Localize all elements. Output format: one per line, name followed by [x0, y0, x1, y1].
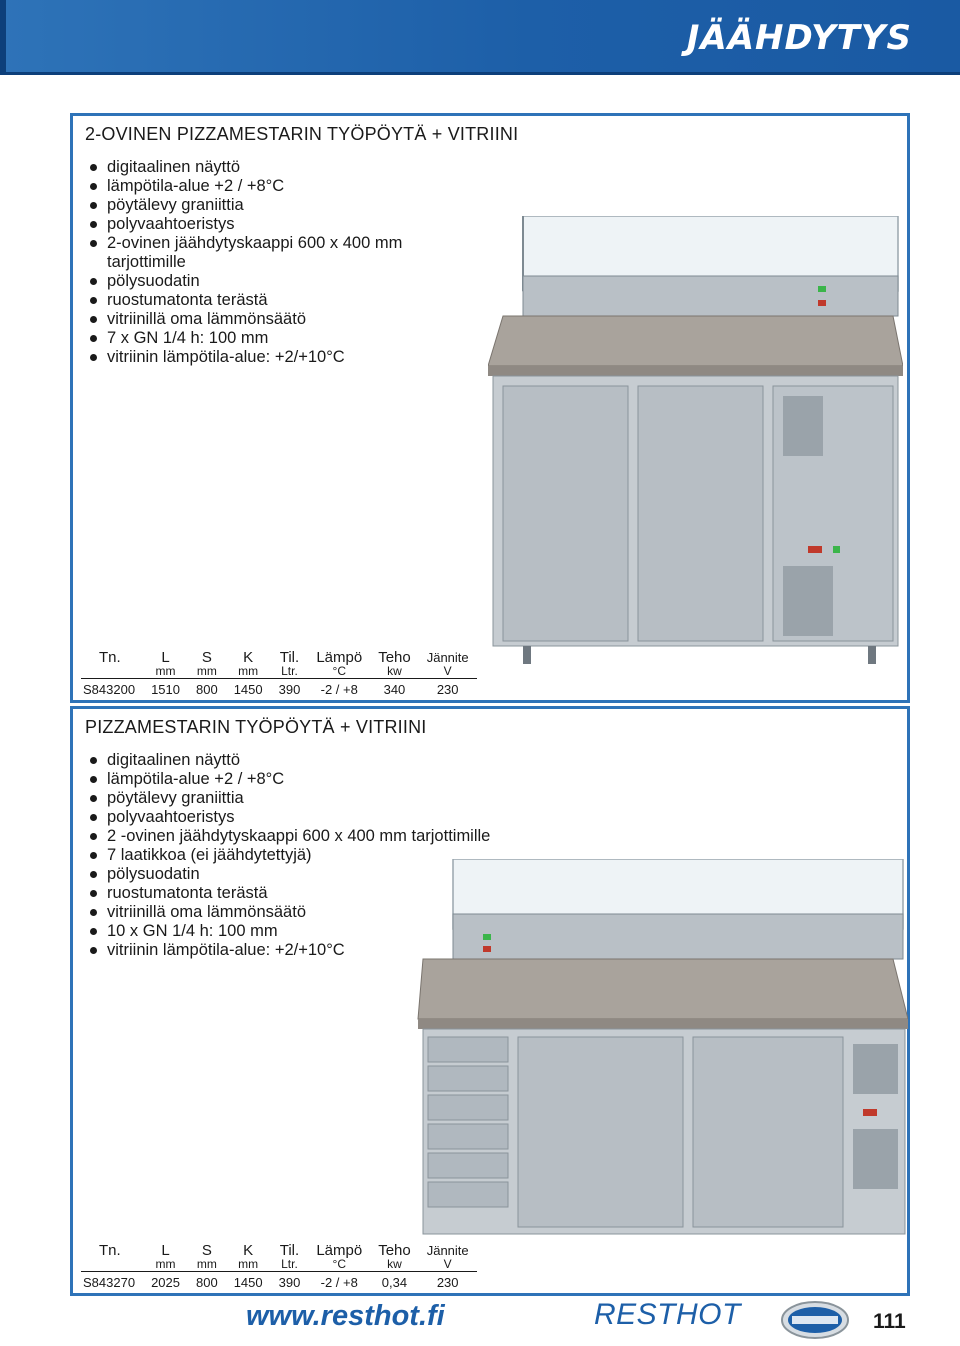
spec-header: S	[201, 649, 212, 666]
spec-header: Teho	[378, 649, 411, 666]
spec-unit: mm	[238, 1257, 259, 1271]
feature-item: vitriinin lämpötila-alue: +2/+10°C	[85, 348, 465, 367]
feature-item: pölysuodatin	[85, 865, 555, 884]
spec-unit: V	[443, 664, 452, 678]
feature-item: 10 x GN 1/4 h: 100 mm	[85, 922, 555, 941]
feature-item: 7 laatikkoa (ei jäähdytettyjä)	[85, 846, 555, 865]
header-accent-strip	[0, 0, 6, 72]
spec-unit: V	[443, 1257, 452, 1271]
footer-brand: RESTHOT	[594, 1298, 741, 1331]
spec-value: 340	[370, 679, 419, 698]
spec-unit: Ltr.	[281, 1257, 298, 1271]
feature-item: vitriinillä oma lämmönsäätö	[85, 903, 555, 922]
feature-item: 2 -ovinen jäähdytyskaappi 600 x 400 mm tarjottimille	[85, 827, 555, 846]
spec-value: 800	[188, 679, 226, 698]
spec-value: 1450	[226, 679, 271, 698]
spec-header: L	[161, 649, 170, 666]
spec-value: 230	[419, 1272, 477, 1291]
spec-unit: °C	[332, 664, 346, 678]
spec-unit	[81, 1258, 143, 1272]
spec-unit: °C	[332, 1257, 346, 1271]
spec-value: 1510	[143, 679, 188, 698]
resthot-logo-icon	[780, 1300, 850, 1340]
feature-item: polyvaahtoeristys	[85, 808, 555, 827]
spec-value: -2 / +8	[308, 679, 370, 698]
spec-value: -2 / +8	[308, 1272, 370, 1291]
spec-header: K	[243, 1242, 254, 1259]
feature-item: digitaalinen näyttö	[85, 751, 555, 770]
spec-value: 390	[271, 679, 309, 698]
feature-item: digitaalinen näyttö	[85, 158, 465, 177]
page-number: 111	[873, 1310, 906, 1333]
page-header	[0, 0, 960, 75]
spec-header: K	[243, 649, 254, 666]
product-card-2	[70, 706, 910, 1296]
spec-header: Teho	[378, 1242, 411, 1259]
feature-item: pöytälevy graniittia	[85, 196, 465, 215]
feature-item: vitriinin lämpötila-alue: +2/+10°C	[85, 941, 555, 960]
feature-item: vitriinillä oma lämmönsäätö	[85, 310, 465, 329]
spec-unit: kw	[387, 1257, 402, 1271]
product-title: PIZZAMESTARIN TYÖPÖYTÄ + VITRIINI	[85, 717, 427, 737]
spec-unit: mm	[238, 664, 259, 678]
feature-item: lämpötila-alue +2 / +8°C	[85, 177, 465, 196]
product-title: 2-OVINEN PIZZAMESTARIN TYÖPÖYTÄ + VITRIINI	[85, 124, 519, 144]
spec-header: Tn.	[99, 649, 121, 666]
spec-header: Til.	[279, 649, 300, 666]
spec-value: 2025	[143, 1272, 188, 1291]
spec-unit: kw	[387, 664, 402, 678]
spec-value: 800	[188, 1272, 226, 1291]
spec-header: S	[201, 1242, 212, 1259]
feature-item: ruostumatonta terästä	[85, 884, 555, 903]
feature-item: polyvaahtoeristys	[85, 215, 465, 234]
spec-value: 0,34	[370, 1272, 419, 1291]
feature-item: 7 x GN 1/4 h: 100 mm	[85, 329, 465, 348]
spec-unit: mm	[196, 664, 217, 678]
feature-item: lämpötila-alue +2 / +8°C	[85, 770, 555, 789]
spec-table	[81, 1243, 477, 1290]
product-card-1	[70, 113, 910, 703]
spec-unit: mm	[196, 1257, 217, 1271]
spec-value: 390	[271, 1272, 309, 1291]
section-title: JÄÄHDYTYS	[686, 18, 912, 58]
feature-item: 2-ovinen jäähdytyskaappi 600 x 400 mm tarjottimille	[85, 234, 465, 272]
pizza-counter-drawers-illustration	[343, 859, 908, 1239]
spec-value: 230	[419, 679, 477, 698]
spec-header: Lämpö	[316, 1242, 363, 1259]
feature-item: pöytälevy graniittia	[85, 789, 555, 808]
feature-item: pölysuodatin	[85, 272, 465, 291]
spec-value: 1450	[226, 1272, 271, 1291]
spec-unit: Ltr.	[281, 664, 298, 678]
spec-header: Til.	[279, 1242, 300, 1259]
feature-item: ruostumatonta terästä	[85, 291, 465, 310]
pizza-counter-2-door-illustration	[488, 216, 903, 666]
spec-unit: mm	[155, 1257, 176, 1271]
spec-table	[81, 650, 477, 697]
spec-value-product-code: S843270	[81, 1272, 143, 1291]
spec-header: Tn.	[99, 1242, 121, 1259]
feature-list	[85, 158, 465, 367]
spec-unit	[81, 665, 143, 679]
spec-header: Jännite	[426, 650, 469, 665]
spec-header: L	[161, 1242, 170, 1259]
spec-unit: mm	[155, 664, 176, 678]
spec-header: Lämpö	[316, 649, 363, 666]
footer-url[interactable]: www.resthot.fi	[246, 1300, 445, 1332]
spec-value-product-code: S843200	[81, 679, 143, 698]
spec-header: Jännite	[426, 1243, 469, 1258]
